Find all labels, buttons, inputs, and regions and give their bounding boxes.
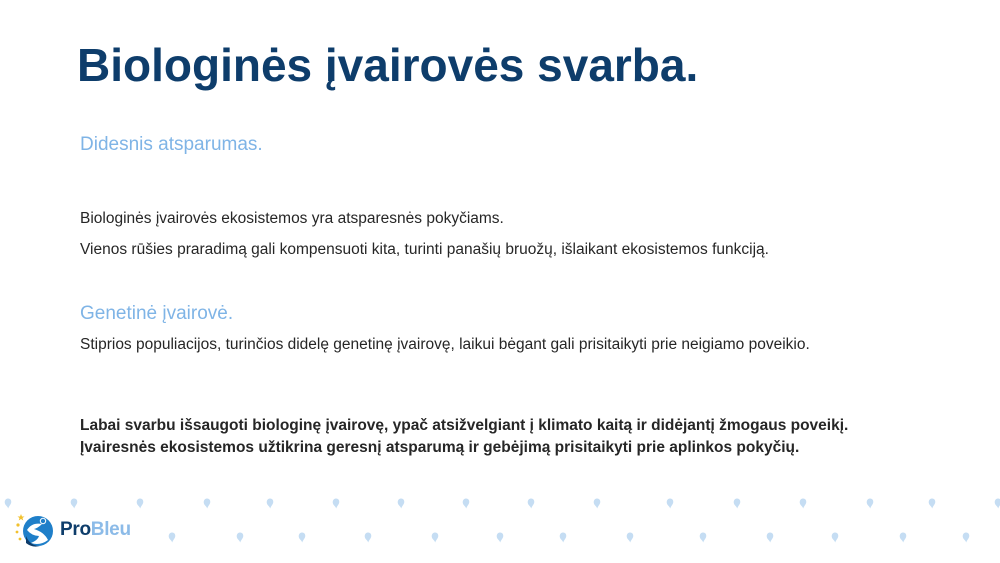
- water-droplet-icon: [168, 532, 176, 543]
- water-droplet-icon: [4, 498, 12, 509]
- water-droplet-icon: [332, 498, 340, 509]
- water-droplet-icon: [136, 498, 144, 509]
- water-droplet-icon: [462, 498, 470, 509]
- water-droplet-icon: [364, 532, 372, 543]
- probleu-logo: [14, 510, 144, 550]
- water-droplet-icon: [431, 532, 439, 543]
- slide-title: Biologinės įvairovės svarba.: [77, 39, 699, 91]
- water-droplet-icon: [203, 498, 211, 509]
- water-droplet-icon: [593, 498, 601, 509]
- logo-text-pro: Pro: [60, 519, 91, 540]
- genetic-diversity-paragraph: Stiprios populiacijos, turinčios didelę genetinę įvairovę, laikui bėgant gali prisitaikyti prie neigiamo poveikio.: [80, 336, 810, 353]
- water-droplet-icon: [733, 498, 741, 509]
- probleu-swimmer-globe-icon: [14, 510, 56, 550]
- water-droplet-icon: [699, 532, 707, 543]
- water-droplet-icon: [928, 498, 936, 509]
- water-droplet-icon: [527, 498, 535, 509]
- water-droplet-icon: [666, 498, 674, 509]
- resilience-paragraph-2: Vienos rūšies praradimą gali kompensuoti kita, turinti panašių bruožų, išlaikant ekosistemos funkciją.: [80, 241, 769, 258]
- water-droplet-icon: [766, 532, 774, 543]
- water-droplet-icon: [962, 532, 970, 543]
- water-droplet-icon: [831, 532, 839, 543]
- water-droplet-icon: [236, 532, 244, 543]
- water-droplet-icon: [994, 498, 1000, 509]
- section-heading-resilience: Didesnis atsparumas.: [80, 134, 263, 155]
- water-droplet-icon: [559, 532, 567, 543]
- section-heading-genetic-diversity: Genetinė įvairovė.: [80, 303, 234, 324]
- conclusion-paragraph: Labai svarbu išsaugoti biologinę įvairovę, ypač atsižvelgiant į klimato kaitą ir didėjantį žmogaus poveikį. Įvairesnės ekosistemos užtikrina geresnį atsparumą ir gebėjimą prisitaikyti prie aplinkos pokyčių.: [80, 417, 849, 456]
- water-droplet-icon: [70, 498, 78, 509]
- water-droplet-icon: [266, 498, 274, 509]
- water-droplet-icon: [626, 532, 634, 543]
- water-droplet-icon: [397, 498, 405, 509]
- water-droplet-icon: [899, 532, 907, 543]
- resilience-paragraph-1: Biologinės įvairovės ekosistemos yra atsparesnės pokyčiams.: [80, 210, 504, 227]
- water-droplet-icon: [298, 532, 306, 543]
- logo-text-bleu: Bleu: [90, 519, 131, 540]
- water-droplet-icon: [866, 498, 874, 509]
- water-droplet-icon: [496, 532, 504, 543]
- water-droplet-icon: [799, 498, 807, 509]
- probleu-wordmark: [60, 519, 131, 541]
